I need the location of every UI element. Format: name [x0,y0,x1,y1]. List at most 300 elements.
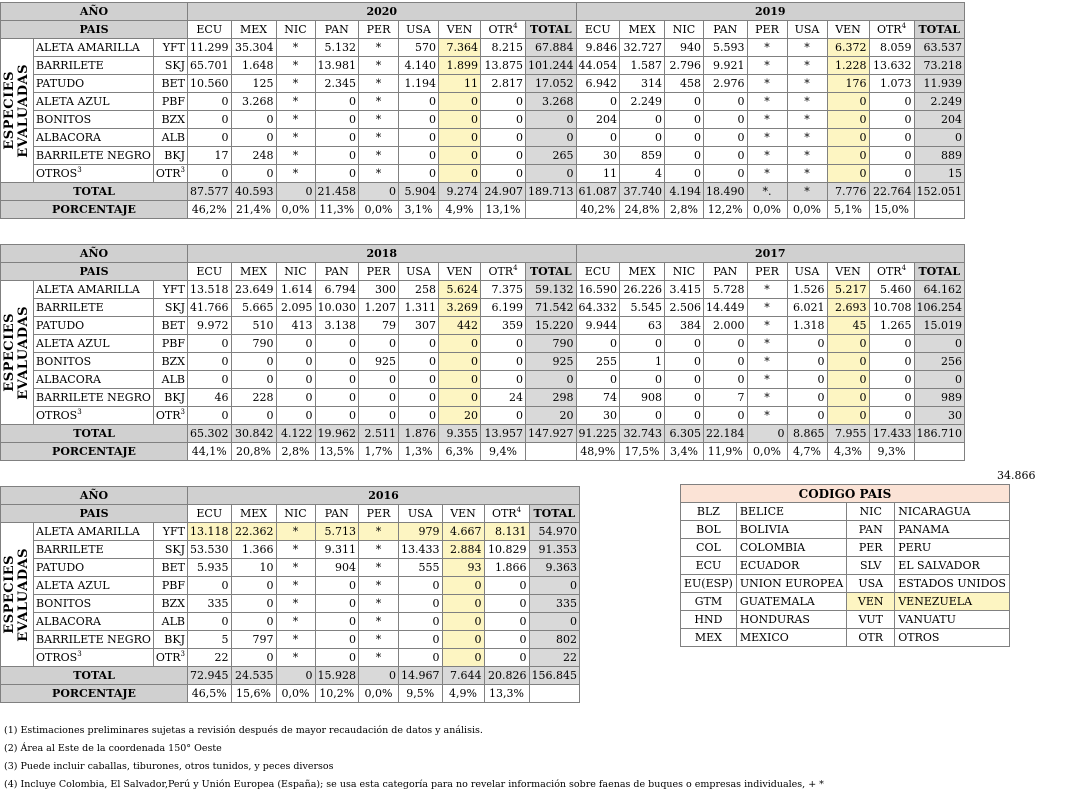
catch-cell: * [747,335,787,353]
catch-cell: 0 [188,165,232,183]
total-cell: 40.593 [231,183,276,201]
catch-cell: 0 [399,353,439,371]
catch-cell: 0 [869,407,914,425]
country-header-ecu: ECU [188,263,232,281]
catch-cell: 0 [665,111,704,129]
country-header-total: TOTAL [526,21,577,39]
catch-cell: 2.506 [665,299,704,317]
catch-cell: 314 [620,75,665,93]
species-code [153,129,187,147]
country-header-total: TOTAL [914,21,965,39]
catch-cell: 0 [787,371,827,389]
catch-cell: * [359,75,399,93]
percent-cell: 11,3% [315,201,359,219]
total-cell: 22.184 [704,425,748,443]
catch-cell: 2.976 [704,75,748,93]
total-cell: 87.577 [188,183,232,201]
percent-cell: 11,9% [704,443,748,461]
catch-cell: * [359,631,399,649]
country-code: OTR [876,264,902,278]
country-name: COLOMBIA [736,539,846,557]
total-cell: 5.904 [399,183,439,201]
catch-cell: 5.728 [704,281,748,299]
catch-cell: 0 [399,371,439,389]
total-cell: 14.967 [399,667,443,685]
catch-cell: 9.972 [188,317,232,335]
country-code: ECU [681,557,737,575]
catch-cell: 2.817 [481,75,526,93]
catch-cell: * [276,523,315,541]
catch-cell: 0 [787,353,827,371]
catch-cell: 17 [188,147,232,165]
catch-cell: 0 [481,93,526,111]
percent-cell: 12,2% [704,201,748,219]
species-name-text: BONITOS [36,112,92,126]
catch-cell: 0 [620,129,665,147]
catch-cell: 45 [827,317,869,335]
catch-cell: * [276,577,315,595]
porcentaje-label: PORCENTAJE [1,685,188,703]
porcentaje-label: PORCENTAJE [1,201,188,219]
percent-cell: 0,0% [747,443,787,461]
catch-cell: 0 [526,371,577,389]
catch-cell: 125 [231,75,276,93]
catch-cell: * [359,523,399,541]
country-header-nic: NIC [665,21,704,39]
catch-cell: 5.593 [704,39,748,57]
catch-cell: 6.199 [481,299,526,317]
species-code-text: BZX [161,112,185,126]
catch-cell: * [787,75,827,93]
species-name-text: BARRILETE [36,300,104,314]
species-name [34,371,154,389]
species-code-text: SKJ [164,542,185,556]
catch-cell: 0 [481,111,526,129]
catch-cell: 65.701 [188,57,232,75]
catch-cell: 0 [484,595,529,613]
total-cell: 24.907 [481,183,526,201]
catch-cell: * [276,75,315,93]
species-name-text: ALETA AZUL [36,578,110,592]
especies-text: ESPECIES [2,313,17,392]
species-name [34,389,154,407]
catch-cell: * [787,57,827,75]
catch-cell: * [276,39,315,57]
country-header-per: PER [747,21,787,39]
species-code-text: OTR [155,650,181,664]
catch-cell: 8.059 [869,39,914,57]
catch-cell: 0 [704,371,748,389]
species-code-text: BKJ [164,148,185,162]
catch-table-2016 [0,486,580,703]
catch-cell: 44.054 [576,57,620,75]
total-cell: 8.865 [787,425,827,443]
catch-cell: 0 [439,93,481,111]
total-cell: 4.122 [276,425,315,443]
catch-cell: 5.624 [439,281,481,299]
species-code-text: BET [161,560,185,574]
percent-cell: 0,0% [359,201,399,219]
catch-cell: 64.332 [576,299,620,317]
catch-cell: 0 [827,389,869,407]
catch-cell: 0 [231,577,276,595]
catch-cell: 1.318 [787,317,827,335]
country-header-ecu: ECU [576,21,620,39]
catch-cell: 0 [315,93,359,111]
catch-cell: 4 [620,165,665,183]
footnote-ref: 4 [513,21,518,30]
catch-cell: 0 [484,613,529,631]
catch-cell: 15.220 [526,317,577,335]
catch-cell: 0 [231,595,276,613]
country-name: HONDURAS [736,611,846,629]
catch-cell: 20 [439,407,481,425]
catch-cell: 93 [442,559,484,577]
species-code [153,523,187,541]
total-cell: 18.490 [704,183,748,201]
country-header-total: TOTAL [914,263,965,281]
catch-cell: 0 [315,111,359,129]
catch-cell: 889 [914,147,965,165]
catch-cell: * [359,559,399,577]
catch-cell: 0 [827,111,869,129]
catch-cell: 3.269 [439,299,481,317]
country-code: PER [847,539,895,557]
catch-cell: 0 [484,577,529,595]
catch-cell: 0 [620,335,665,353]
species-name [34,407,154,425]
species-code [153,317,187,335]
percent-cell: 1,7% [359,443,399,461]
catch-cell: 0 [442,613,484,631]
country-header-pan: PAN [704,263,748,281]
catch-cell: 67.884 [526,39,577,57]
total-cell: 22.764 [869,183,914,201]
species-code-text: YFT [162,524,185,538]
total-cell: 65.302 [188,425,232,443]
catch-cell: 2.345 [315,75,359,93]
footnote: (3) Puede incluir caballas, tiburones, otros tunidos, y peces diversos [4,761,334,772]
catch-cell: * [787,39,827,57]
species-name-text: ALBACORA [36,130,101,144]
catch-cell: 0 [439,371,481,389]
species-name [34,649,154,667]
catch-cell: 0 [704,353,748,371]
catch-cell: 0 [231,371,276,389]
country-header-otr [484,505,529,523]
catch-cell: 790 [231,335,276,353]
catch-cell: * [359,129,399,147]
catch-cell: 298 [526,389,577,407]
total-cell: 7.776 [827,183,869,201]
country-name: ECUADOR [736,557,846,575]
catch-cell: * [276,559,315,577]
catch-cell: * [747,93,787,111]
catch-cell: 0 [704,165,748,183]
catch-cell: 30 [576,147,620,165]
catch-cell: 91.353 [529,541,580,559]
species-name-text: BARRILETE [36,58,104,72]
catch-cell: 0 [869,389,914,407]
catch-cell: * [359,595,399,613]
species-name [34,577,154,595]
catch-cell: 908 [620,389,665,407]
percent-cell: 21,4% [231,201,276,219]
species-code-text: PBF [161,336,185,350]
country-name: EL SALVADOR [895,557,1010,575]
catch-cell: 0 [827,407,869,425]
catch-cell: 265 [526,147,577,165]
catch-cell: 71.542 [526,299,577,317]
catch-cell: * [359,165,399,183]
country-code: BLZ [681,503,737,521]
catch-cell: 10.030 [315,299,359,317]
total-cell: 0 [276,667,315,685]
catch-cell: 0 [869,371,914,389]
catch-cell: * [276,111,315,129]
species-name [34,147,154,165]
catch-cell: 30 [576,407,620,425]
catch-cell: 13.518 [188,281,232,299]
catch-cell: * [747,371,787,389]
catch-cell: 859 [620,147,665,165]
catch-cell: 904 [315,559,359,577]
species-name [34,281,154,299]
catch-cell: 0 [827,335,869,353]
catch-cell: 3.268 [231,93,276,111]
percent-cell: 48,9% [576,443,620,461]
country-name: GUATEMALA [736,593,846,611]
catch-cell: 0 [787,407,827,425]
catch-cell: 106.254 [914,299,965,317]
species-code [153,39,187,57]
species-name-text: PATUDO [36,76,85,90]
total-cell: 0 [747,425,787,443]
catch-cell: * [747,281,787,299]
catch-cell: * [787,111,827,129]
percent-cell: 0,0% [276,685,315,703]
catch-cell: 989 [914,389,965,407]
catch-cell: 0 [399,595,443,613]
country-header-usa: USA [399,263,439,281]
year-header: 2017 [576,245,965,263]
catch-cell: 0 [315,147,359,165]
catch-cell: 258 [399,281,439,299]
catch-cell: 0 [276,389,315,407]
species-name [34,335,154,353]
total-cell: 24.535 [231,667,276,685]
country-name: ESTADOS UNIDOS [895,575,1010,593]
catch-cell: 8.131 [484,523,529,541]
country-header-mex: MEX [620,21,665,39]
catch-cell: 0 [620,407,665,425]
catch-cell: 0 [827,93,869,111]
catch-cell: 0 [869,147,914,165]
percent-cell: 2,8% [665,201,704,219]
catch-cell: 0 [827,353,869,371]
country-code: PAN [847,521,895,539]
catch-cell: 8.215 [481,39,526,57]
country-name: VENEZUELA [895,593,1010,611]
evaluadas-text: EVALUADAS [16,547,31,642]
catch-cell: 0 [869,93,914,111]
catch-cell: 802 [529,631,580,649]
catch-cell: 63.537 [914,39,965,57]
especies-evaluadas-label [1,281,34,425]
catch-cell: 0 [399,111,439,129]
percent-cell: 4,7% [787,443,827,461]
catch-cell: 458 [665,75,704,93]
catch-cell: 255 [576,353,620,371]
total-cell: 72.945 [188,667,232,685]
catch-cell: 797 [231,631,276,649]
species-name [34,317,154,335]
species-code-text: SKJ [164,300,185,314]
species-name-text: ALETA AMARILLA [36,282,140,296]
total-cell: 9.274 [439,183,481,201]
catch-cell: * [359,577,399,595]
catch-cell: 53.530 [188,541,232,559]
country-header-otr [869,263,914,281]
catch-cell: 228 [231,389,276,407]
catch-cell: 64.162 [914,281,965,299]
catch-cell: 510 [231,317,276,335]
footnote-ref: 4 [513,263,518,272]
total-cell: 152.051 [914,183,965,201]
species-name-text: BONITOS [36,596,92,610]
catch-cell: 359 [481,317,526,335]
species-code-text: PBF [161,578,185,592]
porcentaje-label: PORCENTAJE [1,443,188,461]
species-code-text: BKJ [164,390,185,404]
catch-cell: 0 [665,389,704,407]
catch-cell: 79 [359,317,399,335]
species-code [153,631,187,649]
catch-cell: * [276,595,315,613]
catch-cell: 0 [315,165,359,183]
country-name: UNION EUROPEA [736,575,846,593]
total-cell: 37.740 [620,183,665,201]
species-code-text: PBF [161,94,185,108]
blank-cell [914,443,965,461]
total-cell: 2.511 [359,425,399,443]
catch-cell: * [787,165,827,183]
catch-cell: 15.019 [914,317,965,335]
country-code: VUT [847,611,895,629]
catch-cell: 73.218 [914,57,965,75]
species-code-text: BET [161,76,185,90]
catch-cell: 0 [529,613,580,631]
catch-cell: 24 [481,389,526,407]
footnote-ref: 3 [180,165,185,174]
country-header-otr [481,263,526,281]
catch-cell: 16.590 [576,281,620,299]
catch-cell: * [747,407,787,425]
table-block-2020-2019 [0,2,965,219]
catch-cell: 6.794 [315,281,359,299]
catch-cell: 23.649 [231,281,276,299]
catch-cell: * [787,129,827,147]
catch-cell: 5.460 [869,281,914,299]
pais-label: PAIS [1,263,188,281]
country-code: EU(ESP) [681,575,737,593]
catch-cell: 5 [188,631,232,649]
country-code: OTR [876,22,902,36]
catch-cell: * [359,613,399,631]
catch-cell: 0 [399,577,443,595]
catch-cell: 32.727 [620,39,665,57]
catch-cell: 0 [276,371,315,389]
catch-cell: * [747,299,787,317]
catch-cell: 0 [526,129,577,147]
catch-cell: * [787,147,827,165]
catch-cell: 256 [914,353,965,371]
species-name-text: ALBACORA [36,614,101,628]
percent-cell: 9,3% [869,443,914,461]
catch-cell: 335 [529,595,580,613]
total-cell: 4.194 [665,183,704,201]
country-header-usa: USA [787,263,827,281]
catch-cell: 0 [481,129,526,147]
species-code [153,57,187,75]
country-code: GTM [681,593,737,611]
species-code-text: BZX [161,596,185,610]
species-name [34,75,154,93]
catch-cell: 6.372 [827,39,869,57]
catch-cell: 0 [481,165,526,183]
percent-cell: 9,4% [481,443,526,461]
catch-cell: 0 [827,129,869,147]
catch-cell: 0 [869,165,914,183]
catch-cell: 0 [665,371,704,389]
country-code: USA [847,575,895,593]
catch-cell: * [359,39,399,57]
catch-cell: 0 [827,165,869,183]
catch-cell: 0 [188,129,232,147]
percent-cell: 1,3% [399,443,439,461]
catch-cell: 6.942 [576,75,620,93]
catch-cell: 10.829 [484,541,529,559]
country-header-per: PER [359,21,399,39]
country-header-ecu: ECU [576,263,620,281]
catch-cell: * [747,317,787,335]
catch-cell: 0 [439,129,481,147]
species-code [153,165,187,183]
species-code [153,559,187,577]
catch-cell: 204 [576,111,620,129]
catch-cell: 0 [665,353,704,371]
percent-cell: 4,9% [442,685,484,703]
species-name [34,559,154,577]
catch-cell: 11.299 [188,39,232,57]
catch-cell: 0 [442,577,484,595]
catch-cell: 2.693 [827,299,869,317]
total-cell: 7.644 [442,667,484,685]
country-name: PERU [895,539,1010,557]
species-name-text: ALETA AZUL [36,94,110,108]
catch-cell: 5.132 [315,39,359,57]
country-name: BELICE [736,503,846,521]
catch-cell: 0 [276,407,315,425]
catch-cell: 101.244 [526,57,577,75]
catch-cell: 0 [869,111,914,129]
species-name [34,613,154,631]
pais-label: PAIS [1,21,188,39]
species-code-text: SKJ [164,58,185,72]
species-name-text: OTROS [36,650,78,664]
catch-cell: 2.884 [442,541,484,559]
catch-cell: 9.363 [529,559,580,577]
